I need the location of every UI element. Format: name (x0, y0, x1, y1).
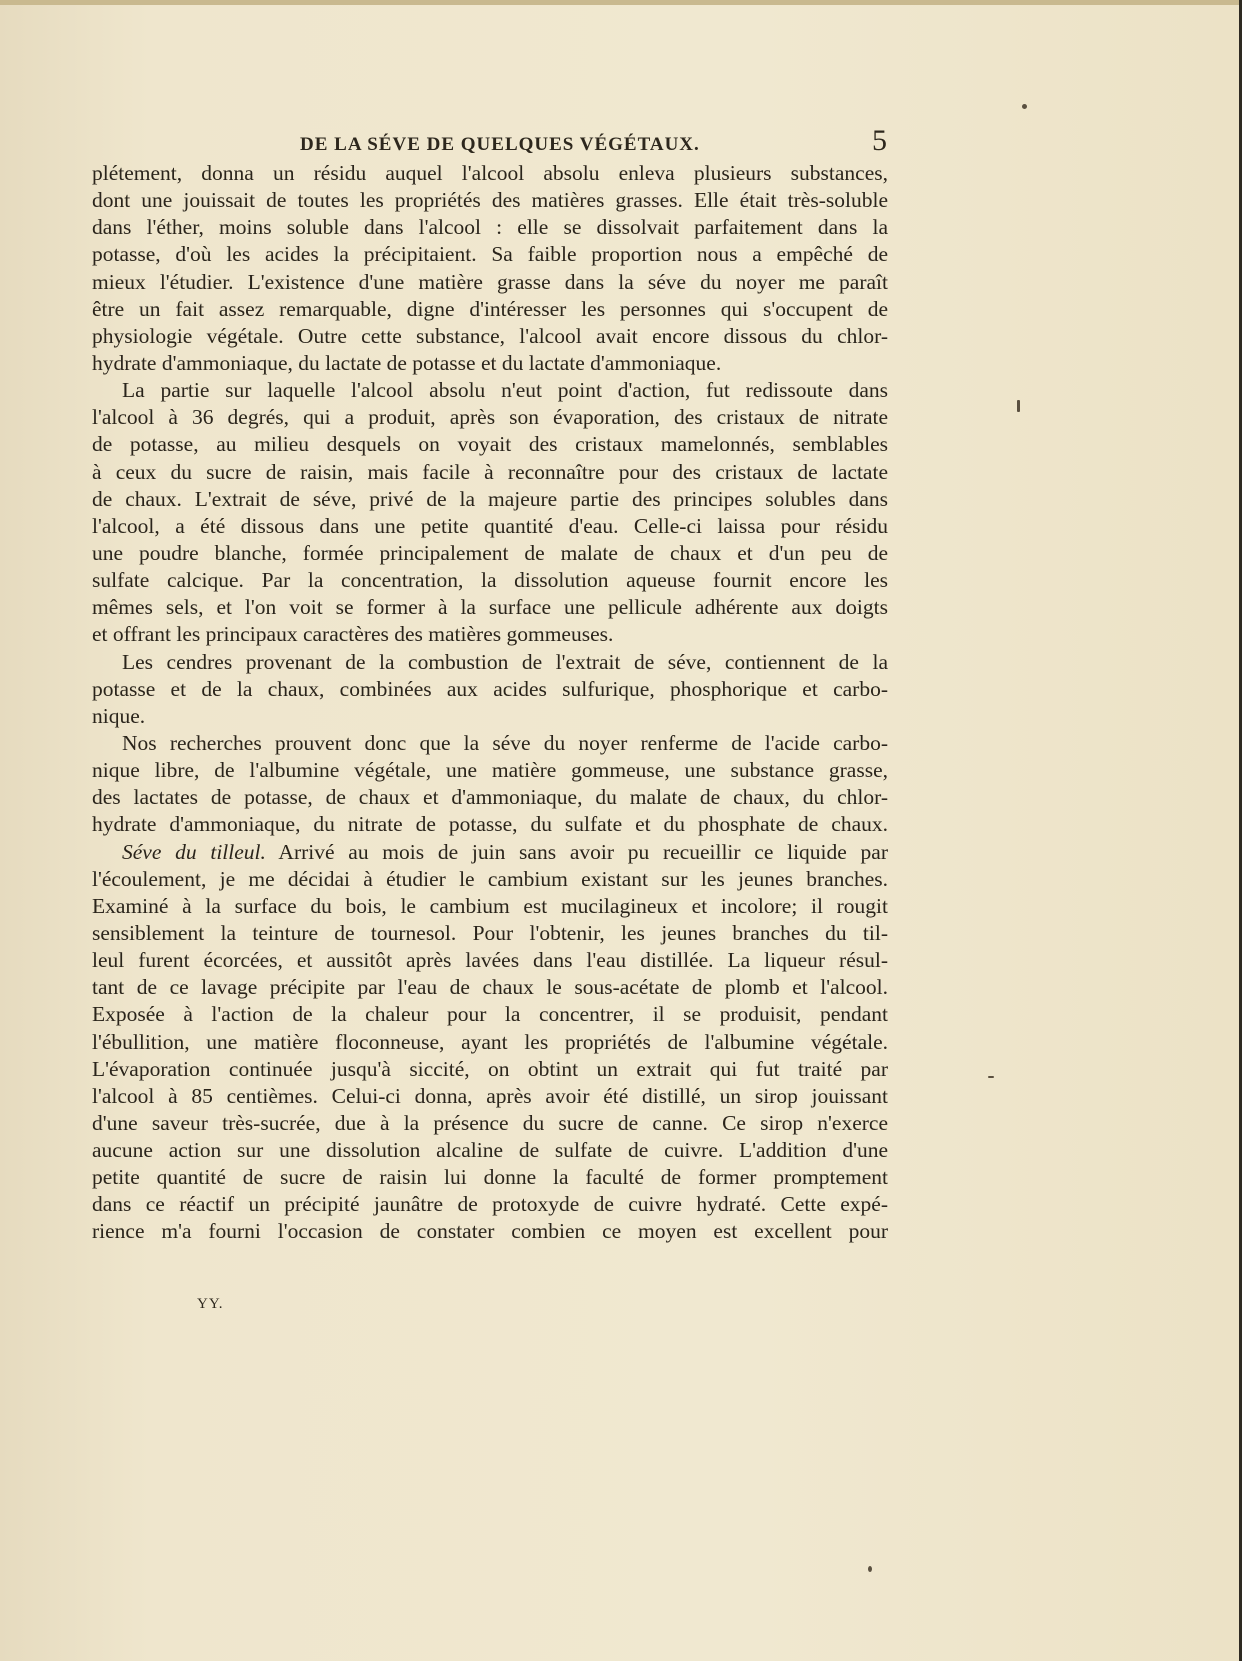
body-text (92, 160, 888, 1246)
text-line: plétement, donna un résidu auquel l'alcool absolu enleva plusieurs substances, (92, 161, 888, 185)
text-line: d'une saveur très-sucrée, due à la présence du sucre de canne. Ce sirop n'exerce (92, 1110, 888, 1135)
text-line: l'alcool à 85 centièmes. Celui-ci donna, après avoir été distillé, un sirop jouissant (92, 1083, 888, 1108)
text-line: potasse et de la chaux, combinées aux acides sulfurique, phosphorique et carbo- (92, 676, 888, 701)
text-line: sulfate calcique. Par la concentration, la dissolution aqueuse fournit encore les (92, 568, 888, 593)
text-line: des lactates de potasse, de chaux et d'ammoniaque, du malate de chaux, du chlor- (92, 785, 888, 810)
text-line: l'écoulement, je me décidai à étudier le cambium existant sur les jeunes branches. (92, 866, 888, 891)
text-line-rest: Arrivé au mois de juin sans avoir pu recueillir ce liquide par (265, 839, 888, 864)
text-line: petite quantité de sucre de raisin lui donne la faculté de former promptement (92, 1165, 888, 1190)
text-line: physiologie végétale. Outre cette substance, l'alcool avait encore dissous du chlor- (92, 323, 888, 348)
text-line: La partie sur laquelle l'alcool absolu n'eut point d'action, fut redissoute dans (122, 378, 888, 403)
text-line: dans l'éther, moins soluble dans l'alcool : elle se dissolvait parfaitement dans la (92, 215, 888, 240)
paper-speck (1017, 400, 1020, 412)
text-line: à ceux du sucre de raisin, mais facile à reconnaître pour des cristaux de lactate (92, 459, 888, 484)
text-line: hydrate d'ammoniaque, du nitrate de potasse, du sulfate et du phosphate de chaux. (92, 812, 888, 837)
text-line: rience m'a fourni l'occasion de constater combien ce moyen est excellent pour (92, 1219, 888, 1244)
paper-speck (868, 1566, 872, 1572)
text-line: Exposée à l'action de la chaleur pour la concentrer, il se produisit, pendant (92, 1002, 888, 1027)
text-line (92, 839, 888, 866)
text-line: nique libre, de l'albumine végétale, une matière gommeuse, une substance grasse, (92, 758, 888, 783)
paper-speck (988, 1076, 994, 1078)
text-line: potasse, d'où les acides la précipitaient. Sa faible proportion nous a empêché de (92, 242, 888, 267)
page-top-edge (0, 0, 1242, 5)
paper-speck (1022, 104, 1027, 109)
text-line: L'évaporation continuée jusqu'à siccité, on obtint un extrait qui fut traité par (92, 1056, 888, 1081)
text-line: mieux l'étudier. L'existence d'une matière grasse dans la séve du noyer me paraît (92, 269, 888, 294)
text-line: Nos recherches prouvent donc que la séve du noyer renferme de l'acide carbo- (122, 730, 888, 755)
text-line: l'alcool à 36 degrés, qui a produit, après son évaporation, des cristaux de nitrate (92, 405, 888, 430)
running-head: DE LA SÉVE DE QUELQUES VÉGÉTAUX. (300, 134, 700, 155)
text-line: Examiné à la surface du bois, le cambium est mucilagineux et incolore; il rougit (92, 893, 888, 918)
text-line: tant de ce lavage précipite par l'eau de chaux le sous-acétate de plomb et l'alcool. (92, 975, 888, 1000)
text-line: sensiblement la teinture de tournesol. Pour l'obtenir, les jeunes branches du til- (92, 920, 888, 945)
text-line: leul furent écorcées, et aussitôt après lavées dans l'eau distillée. La liqueur résul- (92, 948, 888, 973)
text-line: et offrant les principaux caractères des matières gommeuses. (92, 622, 614, 647)
section-heading-italic: Séve du tilleul. (122, 839, 266, 864)
signature-mark: YY. (197, 1296, 224, 1312)
text-line: nique. (92, 703, 146, 728)
text-line: aucune action sur une dissolution alcaline de sulfate de cuivre. L'addition d'une (92, 1138, 888, 1163)
text-line: une poudre blanche, formée principalement de malate de chaux et d'un peu de (92, 540, 888, 565)
text-line: l'ébullition, une matière floconneuse, ayant les propriétés de l'albumine végétale. (92, 1029, 888, 1054)
text-line: de potasse, au milieu desquels on voyait des cristaux mamelonnés, semblables (92, 432, 888, 457)
text-line: l'alcool, a été dissous dans une petite quantité d'eau. Celle-ci laissa pour résidu (92, 513, 888, 538)
text-line: dans ce réactif un précipité jaunâtre de protoxyde de cuivre hydraté. Cette expé- (92, 1192, 888, 1217)
text-line: mêmes sels, et l'on voit se former à la surface une pellicule adhérente aux doigts (92, 595, 888, 620)
page-number: 5 (872, 124, 887, 157)
text-line: de chaux. L'extrait de séve, privé de la majeure partie des principes solubles dans (92, 486, 888, 511)
text-line: hydrate d'ammoniaque, du lactate de potasse et du lactate d'ammoniaque. (92, 350, 722, 375)
text-line: être un fait assez remarquable, digne d'intéresser les personnes qui s'occupent de (92, 296, 888, 321)
text-line: dont une jouissait de toutes les propriétés des matières grasses. Elle était très-soluble (92, 188, 888, 213)
text-line: Les cendres provenant de la combustion de l'extrait de séve, contiennent de la (122, 649, 888, 674)
